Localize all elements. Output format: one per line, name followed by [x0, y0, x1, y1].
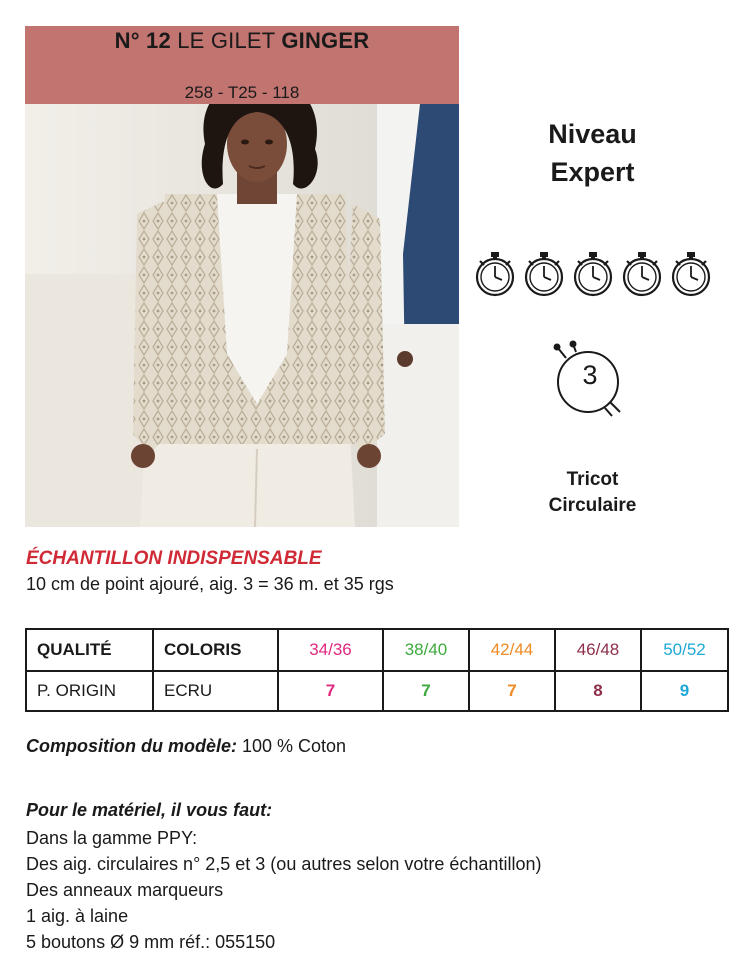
cell-quantity: 7	[278, 671, 383, 711]
level-value: Expert	[550, 157, 635, 187]
cell-quantity: 7	[469, 671, 555, 711]
pattern-reference: 258 - T25 - 118	[184, 83, 300, 102]
list-item: Des aig. circulaires n° 2,5 et 3 (ou autres selon votre échantillon)	[26, 854, 542, 874]
cell-quantity: 7	[383, 671, 469, 711]
composition	[26, 736, 346, 757]
composition-label: Composition du modèle:	[26, 736, 237, 756]
material-list	[26, 825, 541, 955]
table-row	[26, 671, 728, 711]
header-color: COLORIS	[153, 629, 278, 671]
difficulty-level	[490, 115, 695, 191]
header-size: 42/44	[469, 629, 555, 671]
needle-size: 3	[582, 360, 598, 390]
model-photo	[25, 104, 459, 527]
technique-line1: Tricot	[566, 469, 619, 490]
quantity-table	[25, 628, 729, 712]
header-size: 50/52	[641, 629, 728, 671]
composition-value: 100 % Coton	[237, 736, 347, 756]
stopwatch-icon	[474, 248, 516, 300]
header-quality: QUALITÉ	[26, 629, 153, 671]
stopwatch-icon	[572, 248, 614, 300]
header-size: 34/36	[278, 629, 383, 671]
stopwatch-icon	[621, 248, 663, 300]
pattern-title	[25, 28, 459, 54]
cell-quantity: 8	[555, 671, 641, 711]
sample-title: ÉCHANTILLON INDISPENSABLE	[26, 548, 322, 569]
list-item: 1 aig. à laine	[26, 906, 129, 926]
pattern-name-prefix: LE GILET	[177, 28, 276, 53]
list-item: 5 boutons Ø 9 mm réf.: 055150	[26, 932, 276, 952]
technique-line2: Circulaire	[548, 495, 637, 516]
header-size: 38/40	[383, 629, 469, 671]
stopwatch-icon	[670, 248, 712, 300]
cell-color: ECRU	[153, 671, 278, 711]
sample-text: 10 cm de point ajouré, aig. 3 = 36 m. et 35 rgs	[26, 574, 394, 594]
technique	[495, 467, 690, 519]
cell-quantity: 9	[641, 671, 728, 711]
pattern-name: GINGER	[281, 28, 370, 53]
table-header-row	[26, 629, 728, 671]
cell-quality: P. ORIGIN	[26, 671, 153, 711]
list-item: Dans la gamme PPY:	[26, 828, 198, 848]
stopwatch-icon	[523, 248, 565, 300]
header-size: 46/48	[555, 629, 641, 671]
difficulty-timers	[474, 248, 712, 300]
pattern-number: N° 12	[114, 28, 171, 53]
level-label: Niveau	[548, 119, 637, 149]
list-item: Des anneaux marqueurs	[26, 880, 224, 900]
material-title: Pour le matériel, il vous faut:	[26, 800, 273, 820]
